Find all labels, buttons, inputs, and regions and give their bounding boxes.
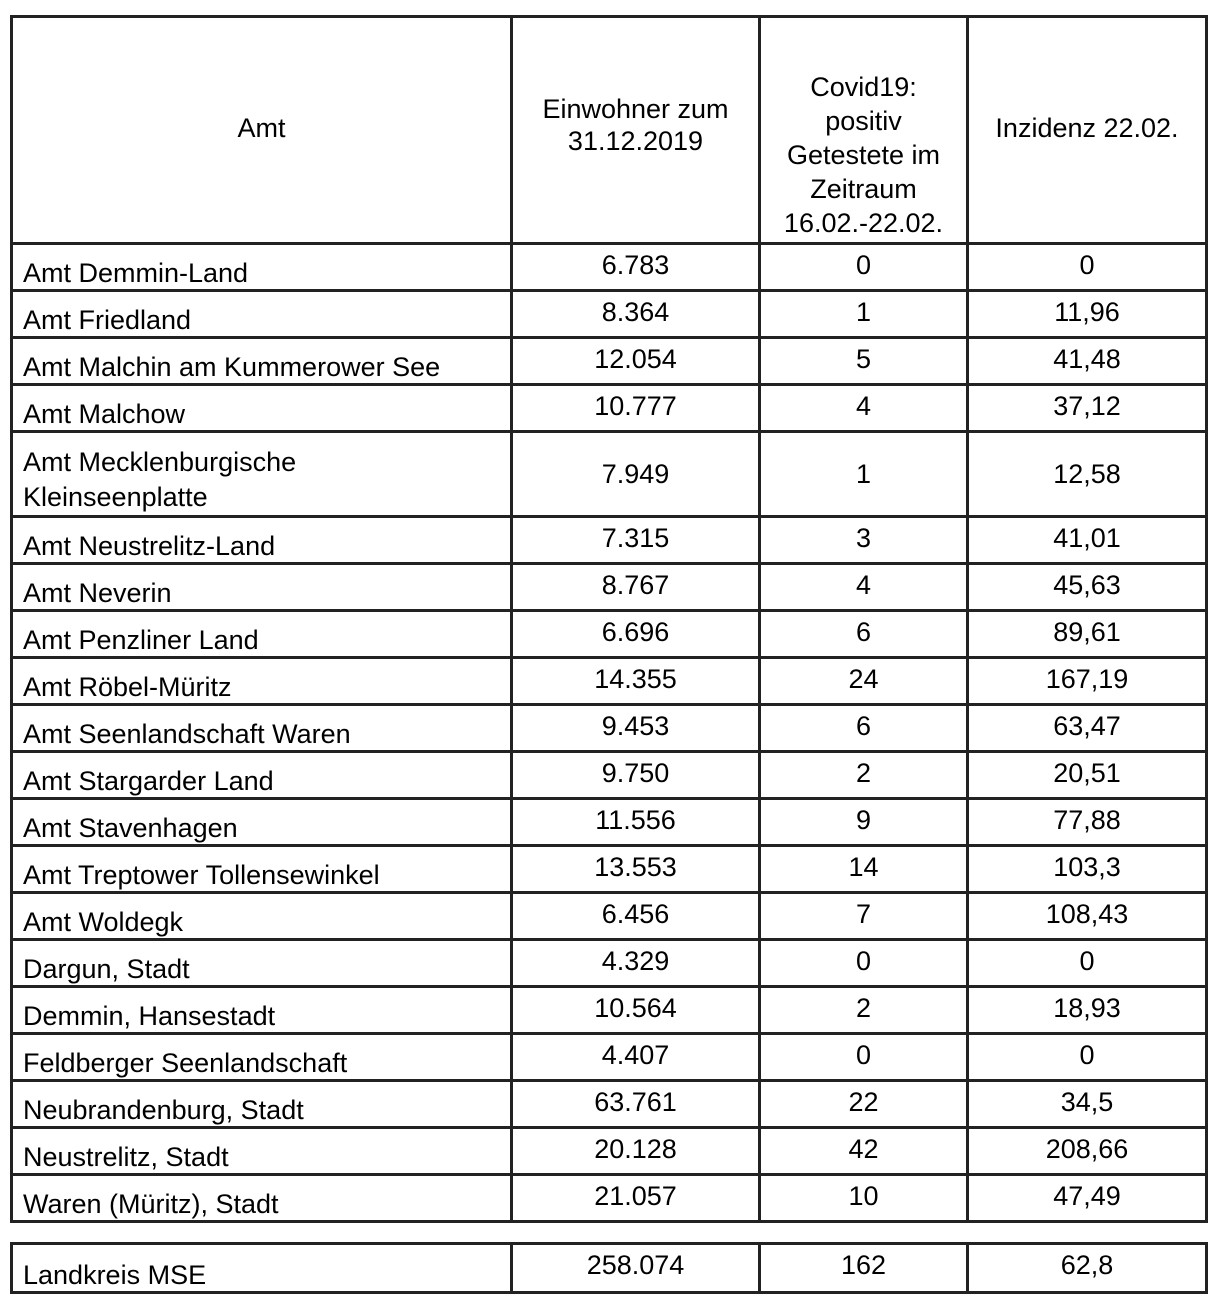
cell-einwohner: 8.767 bbox=[512, 564, 760, 611]
incidence-table bbox=[10, 15, 1208, 1223]
cell-amt: Amt Treptower Tollensewinkel bbox=[12, 846, 512, 893]
cell-positiv: 3 bbox=[760, 517, 968, 564]
table-row bbox=[12, 799, 1207, 846]
cell-amt: Demmin, Hansestadt bbox=[12, 987, 512, 1034]
header-covid-line: Zeitraum bbox=[810, 174, 917, 204]
cell-inzidenz: 20,51 bbox=[968, 752, 1207, 799]
cell-inzidenz: 103,3 bbox=[968, 846, 1207, 893]
cell-positiv: 0 bbox=[760, 1034, 968, 1081]
cell-inzidenz: 12,58 bbox=[968, 432, 1207, 517]
summary-table bbox=[10, 1242, 1208, 1294]
cell-positiv: 42 bbox=[760, 1128, 968, 1175]
cell-amt: Amt Demmin-Land bbox=[12, 244, 512, 291]
table-row bbox=[12, 564, 1207, 611]
table-row bbox=[12, 1034, 1207, 1081]
table-row bbox=[12, 893, 1207, 940]
table-row bbox=[12, 1128, 1207, 1175]
cell-amt: Amt Seenlandschaft Waren bbox=[12, 705, 512, 752]
cell-amt: Amt Penzliner Land bbox=[12, 611, 512, 658]
cell-amt-line: Kleinseenplatte bbox=[23, 482, 208, 512]
cell-einwohner: 11.556 bbox=[512, 799, 760, 846]
cell-amt-line: Amt Mecklenburgische bbox=[23, 447, 297, 477]
summary-positiv: 162 bbox=[760, 1244, 968, 1293]
cell-amt: Amt Woldegk bbox=[12, 893, 512, 940]
summary-row bbox=[12, 1244, 1207, 1293]
cell-einwohner: 8.364 bbox=[512, 291, 760, 338]
table-row bbox=[12, 705, 1207, 752]
cell-einwohner: 9.453 bbox=[512, 705, 760, 752]
cell-inzidenz: 77,88 bbox=[968, 799, 1207, 846]
cell-einwohner: 4.407 bbox=[512, 1034, 760, 1081]
cell-einwohner: 4.329 bbox=[512, 940, 760, 987]
header-row bbox=[12, 17, 1207, 244]
cell-positiv: 5 bbox=[760, 338, 968, 385]
cell-inzidenz: 41,01 bbox=[968, 517, 1207, 564]
cell-amt: Amt Malchow bbox=[12, 385, 512, 432]
cell-positiv: 0 bbox=[760, 940, 968, 987]
cell-einwohner: 63.761 bbox=[512, 1081, 760, 1128]
summary-einwohner: 258.074 bbox=[512, 1244, 760, 1293]
cell-inzidenz: 41,48 bbox=[968, 338, 1207, 385]
cell-einwohner: 7.949 bbox=[512, 432, 760, 517]
cell-einwohner: 6.456 bbox=[512, 893, 760, 940]
header-covid-positiv bbox=[760, 17, 968, 244]
cell-inzidenz: 34,5 bbox=[968, 1081, 1207, 1128]
cell-inzidenz: 45,63 bbox=[968, 564, 1207, 611]
header-einwohner-line: 31.12.2019 bbox=[567, 126, 704, 156]
cell-amt: Waren (Müritz), Stadt bbox=[12, 1175, 512, 1222]
cell-einwohner: 10.777 bbox=[512, 385, 760, 432]
cell-positiv: 22 bbox=[760, 1081, 968, 1128]
table-row bbox=[12, 432, 1207, 517]
summary-amt: Landkreis MSE bbox=[12, 1244, 512, 1293]
cell-positiv: 1 bbox=[760, 432, 968, 517]
table-body bbox=[12, 244, 1207, 1222]
header-covid-line: 16.02.-22.02. bbox=[783, 208, 944, 238]
table-row bbox=[12, 338, 1207, 385]
header-einwohner-line: Einwohner zum bbox=[542, 94, 729, 124]
cell-einwohner: 12.054 bbox=[512, 338, 760, 385]
table-row bbox=[12, 987, 1207, 1034]
cell-amt: Neubrandenburg, Stadt bbox=[12, 1081, 512, 1128]
cell-positiv: 2 bbox=[760, 987, 968, 1034]
cell-positiv: 24 bbox=[760, 658, 968, 705]
table-row bbox=[12, 244, 1207, 291]
cell-positiv: 10 bbox=[760, 1175, 968, 1222]
table-row bbox=[12, 517, 1207, 564]
cell-positiv: 1 bbox=[760, 291, 968, 338]
cell-amt: Feldberger Seenlandschaft bbox=[12, 1034, 512, 1081]
cell-inzidenz: 47,49 bbox=[968, 1175, 1207, 1222]
cell-amt: Amt Stavenhagen bbox=[12, 799, 512, 846]
cell-amt: Amt Stargarder Land bbox=[12, 752, 512, 799]
cell-positiv: 6 bbox=[760, 611, 968, 658]
cell-amt bbox=[12, 432, 512, 517]
cell-amt: Amt Neverin bbox=[12, 564, 512, 611]
table-row bbox=[12, 752, 1207, 799]
cell-einwohner: 13.553 bbox=[512, 846, 760, 893]
table-row bbox=[12, 1175, 1207, 1222]
cell-einwohner: 21.057 bbox=[512, 1175, 760, 1222]
header-amt: Amt bbox=[12, 17, 512, 244]
cell-einwohner: 20.128 bbox=[512, 1128, 760, 1175]
cell-positiv: 6 bbox=[760, 705, 968, 752]
cell-positiv: 9 bbox=[760, 799, 968, 846]
cell-einwohner: 9.750 bbox=[512, 752, 760, 799]
header-einwohner bbox=[512, 17, 760, 244]
cell-inzidenz: 11,96 bbox=[968, 291, 1207, 338]
cell-inzidenz: 0 bbox=[968, 244, 1207, 291]
table-row bbox=[12, 1081, 1207, 1128]
cell-positiv: 0 bbox=[760, 244, 968, 291]
table-row bbox=[12, 940, 1207, 987]
cell-amt: Amt Friedland bbox=[12, 291, 512, 338]
cell-amt: Dargun, Stadt bbox=[12, 940, 512, 987]
cell-amt: Amt Neustrelitz-Land bbox=[12, 517, 512, 564]
cell-einwohner: 7.315 bbox=[512, 517, 760, 564]
table-row bbox=[12, 385, 1207, 432]
cell-positiv: 14 bbox=[760, 846, 968, 893]
cell-amt: Amt Röbel-Müritz bbox=[12, 658, 512, 705]
table-row bbox=[12, 846, 1207, 893]
cell-amt: Neustrelitz, Stadt bbox=[12, 1128, 512, 1175]
cell-inzidenz: 18,93 bbox=[968, 987, 1207, 1034]
cell-einwohner: 6.696 bbox=[512, 611, 760, 658]
cell-inzidenz: 0 bbox=[968, 1034, 1207, 1081]
header-covid-line: Covid19: bbox=[810, 72, 917, 102]
cell-inzidenz: 167,19 bbox=[968, 658, 1207, 705]
cell-inzidenz: 0 bbox=[968, 940, 1207, 987]
cell-amt: Amt Malchin am Kummerower See bbox=[12, 338, 512, 385]
header-covid-line: Getestete im bbox=[786, 140, 941, 170]
cell-einwohner: 14.355 bbox=[512, 658, 760, 705]
table-row bbox=[12, 291, 1207, 338]
cell-positiv: 7 bbox=[760, 893, 968, 940]
header-inzidenz: Inzidenz 22.02. bbox=[968, 17, 1207, 244]
cell-einwohner: 10.564 bbox=[512, 987, 760, 1034]
cell-inzidenz: 63,47 bbox=[968, 705, 1207, 752]
cell-positiv: 4 bbox=[760, 564, 968, 611]
cell-einwohner: 6.783 bbox=[512, 244, 760, 291]
cell-inzidenz: 89,61 bbox=[968, 611, 1207, 658]
table-row bbox=[12, 611, 1207, 658]
cell-positiv: 2 bbox=[760, 752, 968, 799]
cell-positiv: 4 bbox=[760, 385, 968, 432]
header-covid-line: positiv bbox=[825, 106, 902, 136]
cell-inzidenz: 208,66 bbox=[968, 1128, 1207, 1175]
cell-inzidenz: 37,12 bbox=[968, 385, 1207, 432]
cell-inzidenz: 108,43 bbox=[968, 893, 1207, 940]
table-row bbox=[12, 658, 1207, 705]
summary-inzidenz: 62,8 bbox=[968, 1244, 1207, 1293]
